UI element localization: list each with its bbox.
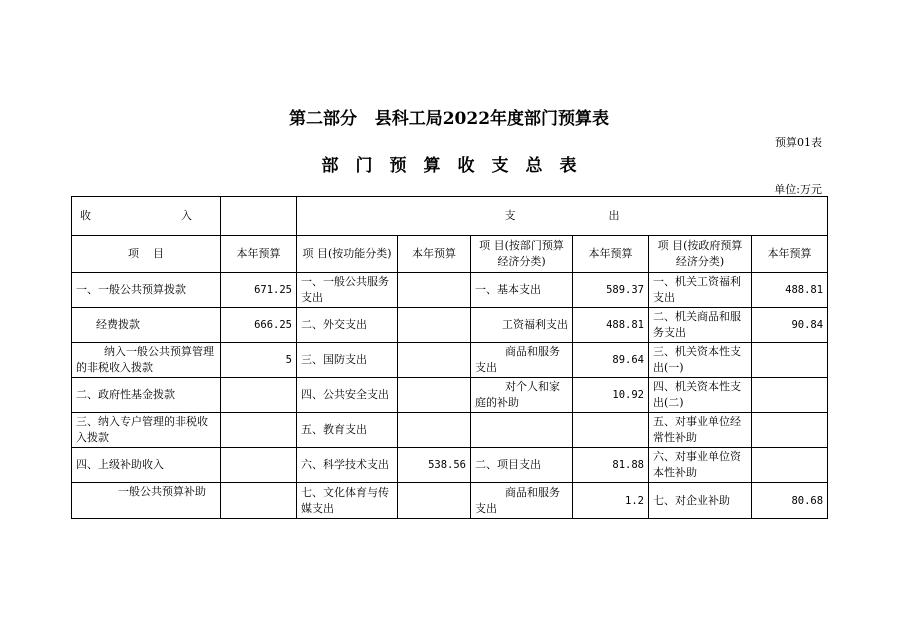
col-dept: 项 目(按部门预算经济分类) bbox=[471, 236, 573, 273]
dept-value bbox=[573, 413, 649, 448]
col-gov: 项 目(按政府预算经济分类) bbox=[649, 236, 752, 273]
gov-value bbox=[752, 448, 828, 483]
income-item: 一、一般公共预算拨款 bbox=[72, 273, 221, 308]
table-title: 部门预算收支总表 bbox=[321, 156, 594, 176]
table-row bbox=[72, 273, 828, 308]
income-item: 三、纳入专户管理的非税收入拨款 bbox=[72, 413, 221, 448]
table-row bbox=[72, 308, 828, 343]
func-item: 四、公共安全支出 bbox=[297, 378, 398, 413]
func-item: 六、科学技术支出 bbox=[297, 448, 398, 483]
dept-value: 1.2 bbox=[573, 483, 649, 519]
func-value bbox=[398, 308, 471, 343]
dept-item: 一、基本支出 bbox=[471, 273, 573, 308]
col-budget-4: 本年预算 bbox=[752, 236, 828, 273]
income-item: 纳入一般公共预算管理的非税收入拨款 bbox=[72, 343, 221, 378]
dept-item: 对个人和家庭的补助 bbox=[471, 378, 573, 413]
gov-item: 四、机关资本性支出(二) bbox=[649, 378, 752, 413]
dept-value: 89.64 bbox=[573, 343, 649, 378]
income-header-blank bbox=[221, 197, 297, 236]
gov-value bbox=[752, 378, 828, 413]
table-number: 预算01表 bbox=[775, 136, 822, 149]
income-item: 一般公共预算补助 bbox=[72, 483, 221, 519]
expense-left: 支 bbox=[504, 209, 516, 222]
func-item: 二、外交支出 bbox=[297, 308, 398, 343]
table-row bbox=[72, 483, 828, 519]
gov-value: 488.81 bbox=[752, 273, 828, 308]
gov-item: 七、对企业补助 bbox=[649, 483, 752, 519]
dept-item: 商品和服务支出 bbox=[471, 483, 573, 519]
col-func: 项 目(按功能分类) bbox=[297, 236, 398, 273]
income-header bbox=[72, 197, 221, 236]
func-item: 五、教育支出 bbox=[297, 413, 398, 448]
gov-value bbox=[752, 413, 828, 448]
budget-table bbox=[71, 196, 828, 519]
income-item: 四、上级补助收入 bbox=[72, 448, 221, 483]
table-row bbox=[72, 448, 828, 483]
expense-header bbox=[297, 197, 828, 236]
col-budget-1: 本年预算 bbox=[221, 236, 297, 273]
table-row bbox=[72, 378, 828, 413]
income-item: 经费拨款 bbox=[72, 308, 221, 343]
header-row-1 bbox=[72, 197, 828, 236]
income-right: 入 bbox=[181, 209, 192, 222]
col-budget-3: 本年预算 bbox=[573, 236, 649, 273]
func-value: 538.56 bbox=[398, 448, 471, 483]
dept-value: 81.88 bbox=[573, 448, 649, 483]
col-item: 项 目 bbox=[72, 236, 221, 273]
dept-item: 工资福利支出 bbox=[471, 308, 573, 343]
income-value: 666.25 bbox=[221, 308, 297, 343]
expense-right: 出 bbox=[608, 209, 620, 222]
gov-item: 一、机关工资福利支出 bbox=[649, 273, 752, 308]
table-row bbox=[72, 343, 828, 378]
page-title: 第二部分 县科工局2022年度部门预算表 bbox=[288, 109, 610, 129]
unit-label: 单位:万元 bbox=[774, 183, 822, 196]
gov-item: 五、对事业单位经常性补助 bbox=[649, 413, 752, 448]
func-item: 三、国防支出 bbox=[297, 343, 398, 378]
gov-value: 90.84 bbox=[752, 308, 828, 343]
income-value: 671.25 bbox=[221, 273, 297, 308]
func-value bbox=[398, 343, 471, 378]
income-value bbox=[221, 448, 297, 483]
income-value bbox=[221, 483, 297, 519]
func-item: 一、一般公共服务支出 bbox=[297, 273, 398, 308]
gov-item: 三、机关资本性支出(一) bbox=[649, 343, 752, 378]
gov-value bbox=[752, 343, 828, 378]
income-item: 二、政府性基金拨款 bbox=[72, 378, 221, 413]
gov-item: 六、对事业单位资本性补助 bbox=[649, 448, 752, 483]
func-value bbox=[398, 413, 471, 448]
func-item: 七、文化体育与传媒支出 bbox=[297, 483, 398, 519]
income-left: 收 bbox=[80, 209, 91, 222]
header-row-2 bbox=[72, 236, 828, 273]
table-row bbox=[72, 413, 828, 448]
dept-item: 商品和服务支出 bbox=[471, 343, 573, 378]
func-value bbox=[398, 273, 471, 308]
col-budget-2: 本年预算 bbox=[398, 236, 471, 273]
dept-value: 488.81 bbox=[573, 308, 649, 343]
dept-value: 10.92 bbox=[573, 378, 649, 413]
income-value: 5 bbox=[221, 343, 297, 378]
func-value bbox=[398, 483, 471, 519]
dept-item bbox=[471, 413, 573, 448]
dept-value: 589.37 bbox=[573, 273, 649, 308]
gov-item: 二、机关商品和服务支出 bbox=[649, 308, 752, 343]
income-value bbox=[221, 413, 297, 448]
func-value bbox=[398, 378, 471, 413]
gov-value: 80.68 bbox=[752, 483, 828, 519]
dept-item: 二、项目支出 bbox=[471, 448, 573, 483]
income-value bbox=[221, 378, 297, 413]
